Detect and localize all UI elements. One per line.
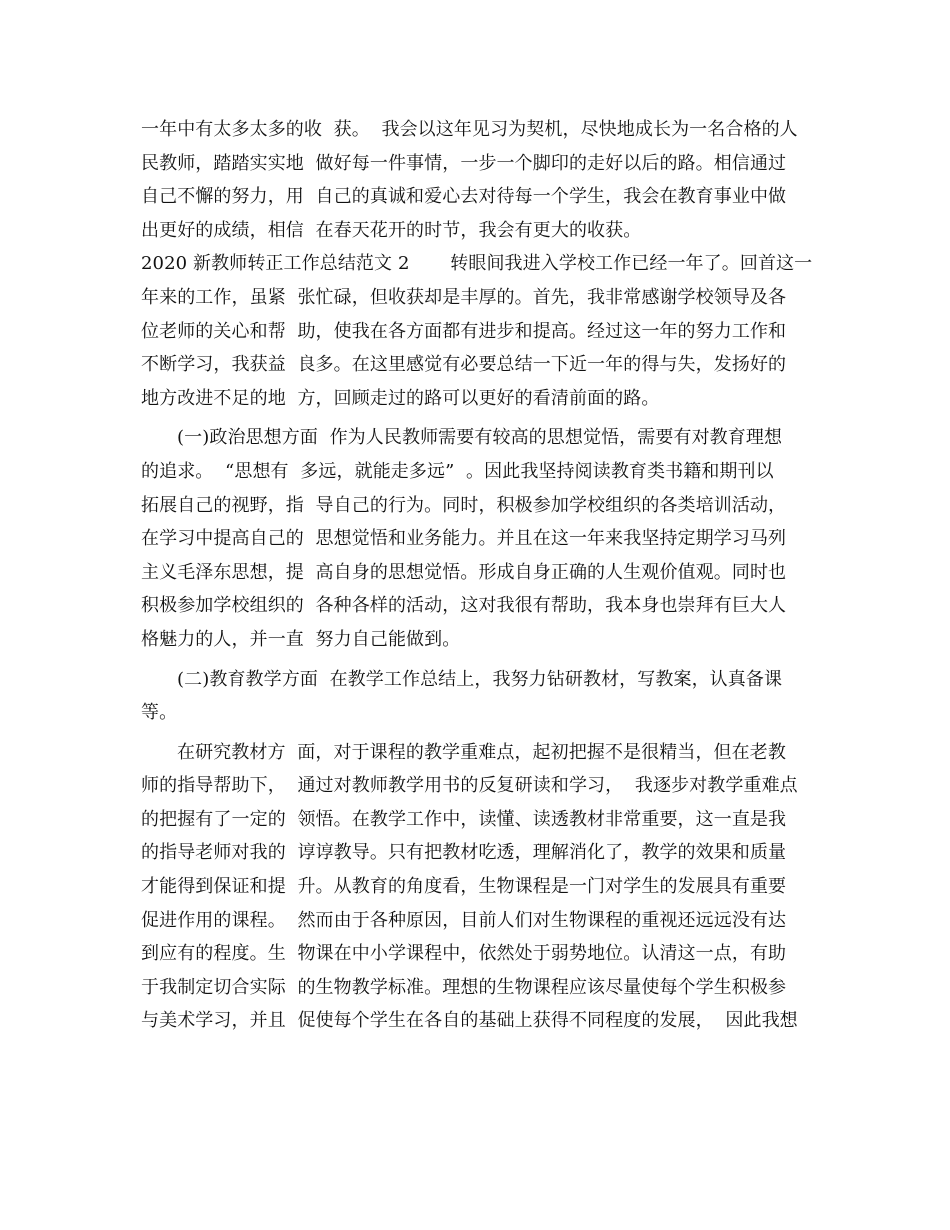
text-line: 出更好的成绩，相信 在春天花开的时节，我会有更大的收获。	[141, 219, 642, 241]
text-line: 与美术学习，并且 促使每个学生在各自的基础上获得不同程度的发展， 因此我想	[141, 1010, 798, 1032]
text-line: 等。	[141, 702, 178, 724]
paragraph-first-line: (二)教育教学方面 在教学工作总结上，我努力钻研教材，写教案，认真备课	[177, 668, 783, 690]
text-line: 自己不懈的努力，用 自己的真诚和爱心去对待每一个学生，我会在教育事业中做	[141, 186, 787, 208]
text-line: 位老师的关心和帮 助，使我在各方面都有进步和提高。经过这一年的努力工作和	[141, 320, 787, 342]
text-line: 的追求。 “思想有 多远，就能走多远” 。因此我坚持阅读教育类书籍和期刊以	[141, 460, 774, 482]
text-line: 的把握有了一定的 领悟。在教学工作中，读懂、读透教材非常重要，这一直是我	[141, 808, 787, 830]
paragraph-first-line: 在研究教材方 面，对于课程的教学重难点，起初把握不是很精当，但在老教	[177, 741, 786, 763]
text-line: 民教师，踏踏实实地 做好每一件事情，一步一个脚印的走好以后的路。相信通过	[141, 152, 787, 174]
text-line: 的指导老师对我的 谆谆教导。只有把教材吃透，理解消化了，教学的效果和质量	[141, 842, 787, 864]
document-body	[141, 113, 811, 1038]
text-line: 格魅力的人，并一直 努力自己能做到。	[141, 628, 461, 650]
section-heading-line: 2020 新教师转正工作总结范文 2 转眼间我进入学校工作已经一年了。回首这一	[141, 253, 813, 275]
text-line: 到应有的程度。生 物课在中小学课程中，依然处于弱势地位。认清这一点，有助	[141, 943, 787, 965]
text-line: 才能得到保证和提 升。从教育的角度看，生物课程是一门对学生的发展具有重要	[141, 876, 787, 898]
text-line: 不断学习，我获益 良多。在这里感觉有必要总结一下近一年的得与失，发扬好的	[141, 354, 787, 376]
text-line: 主义毛泽东思想，提 高自身的思想觉悟。形成自身正确的人生观价值观。同时也	[141, 561, 787, 583]
text-line: 一年中有太多太多的收 获。 我会以这年见习为契机，尽快地成长为一名合格的人	[141, 119, 798, 140]
paragraph-first-line: (一)政治思想方面 作为人民教师需要有较高的思想觉悟，需要有对教育理想	[177, 427, 783, 449]
text-line: 在学习中提高自己的 思想觉悟和业务能力。并且在这一年来我坚持定期学习马列	[141, 528, 787, 550]
text-line: 地方改进不足的地 方，回顾走过的路可以更好的看清前面的路。	[141, 387, 660, 409]
text-line: 积极参加学校组织的 各种各样的活动，这对我很有帮助，我本身也崇拜有巨大人	[141, 595, 787, 617]
text-line: 促进作用的课程。 然而由于各种原因，目前人们对生物课程的重视还远远没有达	[141, 909, 787, 931]
text-line: 拓展自己的视野，指 导自己的行为。同时，积极参加学校组织的各类培训活动，	[141, 494, 787, 516]
text-line: 于我制定切合实际 的生物教学标准。理想的生物课程应该尽量使每个学生积极参	[141, 976, 787, 998]
text-line: 师的指导帮助下， 通过对教师教学用书的反复研读和学习， 我逐步对教学重难点	[141, 775, 798, 797]
text-line: 年来的工作，虽紧 张忙碌，但收获却是丰厚的。首先，我非常感谢学校领导及各	[141, 286, 787, 308]
